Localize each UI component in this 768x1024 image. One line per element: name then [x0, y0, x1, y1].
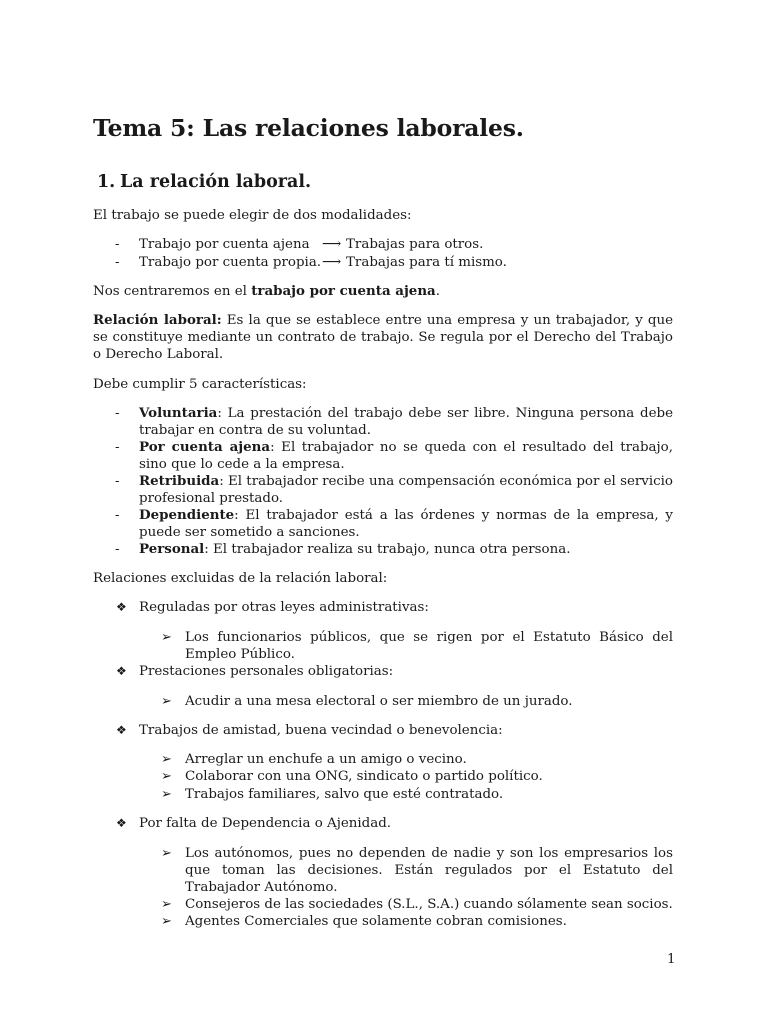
example-text: Acudir a una mesa electoral o ser miembro de un jurado.: [185, 694, 573, 709]
characteristic-description: : El trabajador no se queda con el resultado del trabajo, sino que lo cede a la empresa.: [139, 440, 673, 472]
arrow-bullet-icon: ➢: [161, 752, 172, 767]
characteristic-description: : El trabajador está a las órdenes y normas de la empresa, y puede ser sometido a sanciones.: [139, 508, 673, 540]
arrow-bullet-icon: ➢: [161, 694, 172, 709]
section-number: 1.: [97, 172, 116, 192]
characteristic-term: Personal: [139, 541, 205, 557]
modality-name: Trabajo por cuenta propia.: [139, 255, 322, 270]
characteristics-intro: Debe cumplir 5 características:: [93, 377, 307, 392]
category-text: Por falta de Dependencia o Ajenidad.: [139, 816, 392, 831]
focus-suffix: .: [435, 284, 440, 299]
characteristic-text: [139, 541, 673, 558]
characteristic-term: Por cuenta ajena: [139, 439, 271, 455]
example-text: Trabajos familiares, salvo que esté contratado.: [185, 787, 504, 802]
dash-marker: -: [115, 474, 120, 489]
example-text: Colaborar con una ONG, sindicato o partido político.: [185, 769, 543, 784]
section-heading: [97, 172, 311, 192]
category-text: Trabajos de amistad, buena vecindad o benevolencia:: [139, 723, 503, 738]
arrow-bullet-icon: ➢: [161, 846, 172, 861]
definition-text: Es la que se establece entre una empresa y un trabajador, y que se constituye mediante un contrato de trabajo. Se regula por el Derecho del Trabajo o Derecho Laboral.: [93, 313, 673, 362]
definition-label: Relación laboral:: [93, 312, 222, 328]
characteristic-term: Voluntaria: [139, 405, 218, 421]
diamond-bullet-icon: ❖: [116, 816, 127, 830]
focus-bold: trabajo por cuenta ajena: [251, 283, 436, 299]
category-text: Reguladas por otras leyes administrativas:: [139, 600, 429, 615]
focus-paragraph: [93, 283, 673, 300]
example-text: Los autónomos, pues no dependen de nadie y son los empresarios los que toman las decisiones. Están regulados por el Estatuto del Trabajador Autónomo.: [185, 846, 673, 895]
characteristic-text: [139, 439, 673, 473]
example-text: Consejeros de las sociedades (S.L., S.A.) cuando sólamente sean socios.: [185, 897, 673, 912]
section-title: La relación laboral.: [120, 172, 312, 192]
dash-marker: -: [115, 542, 120, 557]
dash-marker: -: [115, 440, 120, 455]
example-text: Arreglar un enchufe a un amigo o vecino.: [185, 752, 467, 767]
characteristic-description: : El trabajador realiza su trabajo, nunca otra persona.: [204, 542, 571, 557]
example-text: Los funcionarios públicos, que se rigen por el Estatuto Básico del Empleo Público.: [185, 630, 673, 662]
modality-description: Trabajas para otros.: [346, 237, 484, 252]
category-text: Prestaciones personales obligatorias:: [139, 664, 394, 679]
page-title: Tema 5: Las relaciones laborales.: [93, 114, 524, 142]
dash-marker: -: [115, 237, 120, 252]
dash-marker: -: [115, 255, 120, 270]
characteristic-term: Dependiente: [139, 507, 235, 523]
characteristic-text: [139, 507, 673, 541]
diamond-bullet-icon: ❖: [116, 664, 127, 678]
intro-paragraph: El trabajo se puede elegir de dos modalidades:: [93, 208, 412, 223]
characteristic-term: Retribuida: [139, 473, 220, 489]
arrow-bullet-icon: ➢: [161, 787, 172, 802]
arrow-bullet-icon: ➢: [161, 769, 172, 784]
characteristic-description: : La prestación del trabajo debe ser libre. Ninguna persona debe trabajar en contra de su voluntad.: [139, 406, 673, 438]
dash-marker: -: [115, 508, 120, 523]
page-number: 1: [667, 952, 676, 967]
arrow-bullet-icon: ➢: [161, 914, 172, 929]
focus-prefix: Nos centraremos en el: [93, 284, 252, 299]
modality-description: Trabajas para tí mismo.: [346, 255, 507, 270]
modality-name: Trabajo por cuenta ajena: [139, 237, 310, 252]
diamond-bullet-icon: ❖: [116, 723, 127, 737]
arrow-bullet-icon: ➢: [161, 630, 172, 645]
characteristic-text: [139, 473, 673, 507]
characteristic-text: [139, 405, 673, 439]
characteristic-description: : El trabajador recibe una compensación económica por el servicio profesional prestado.: [139, 474, 673, 506]
excluded-intro: Relaciones excluidas de la relación laboral:: [93, 571, 388, 586]
dash-marker: -: [115, 406, 120, 421]
arrow-bullet-icon: ➢: [161, 897, 172, 912]
arrow-icon: ⟶: [322, 255, 342, 270]
diamond-bullet-icon: ❖: [116, 600, 127, 614]
arrow-icon: ⟶: [322, 237, 342, 252]
definition-paragraph: [93, 312, 673, 363]
example-text: Agentes Comerciales que solamente cobran comisiones.: [185, 914, 567, 929]
